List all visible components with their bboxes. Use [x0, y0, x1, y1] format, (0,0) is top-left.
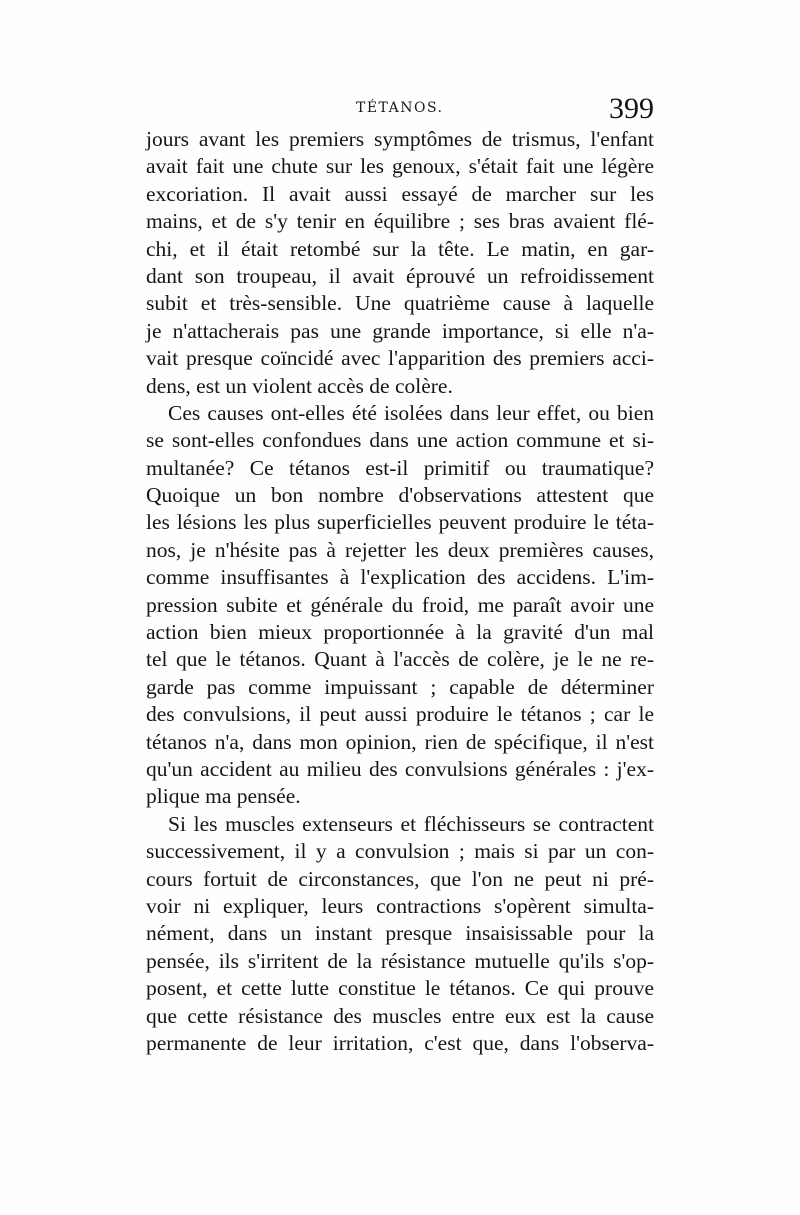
text-line: Ces causes ont-elles été isolées dans leur effet, ou bien — [168, 400, 654, 425]
text-line: multanée? Ce tétanos est-il primitif ou traumatique? — [146, 455, 654, 480]
text-line: Si les muscles extenseurs et fléchisseurs se contractent — [168, 811, 654, 836]
text-line: qu'un accident au milieu des convulsions générales : j'ex- — [146, 756, 654, 781]
body-text — [146, 126, 654, 1057]
text-line: Quoique un bon nombre d'observations attestent que — [146, 483, 654, 508]
text-line: excoriation. Il avait aussi essayé de marcher sur les — [146, 181, 654, 206]
text-line: pensée, ils s'irritent de la résistance mutuelle qu'ils s'op- — [146, 948, 654, 973]
running-head: TÉTANOS. — [356, 100, 444, 116]
text-line: action bien mieux proportionnée à la gravité d'un mal — [146, 620, 654, 645]
text-line: vait presque coïncidé avec l'apparition des premiers acci- — [146, 346, 654, 371]
text-line: avait fait une chute sur les genoux, s'était fait une légère — [146, 154, 654, 179]
text-line: garde pas comme impuissant ; capable de déterminer — [146, 674, 654, 699]
text-line: les lésions les plus superficielles peuvent produire le téta- — [146, 510, 654, 535]
text-line: plique ma pensée. — [146, 784, 301, 809]
text-line: pression subite et générale du froid, me paraît avoir une — [146, 592, 654, 617]
page-number: 399 — [609, 92, 654, 125]
text-line: se sont-elles confondues dans une action commune et si- — [146, 428, 654, 453]
text-line: tétanos n'a, dans mon opinion, rien de spécifique, il n'est — [146, 729, 654, 754]
text-line: dant son troupeau, il avait éprouvé un refroidissement — [146, 263, 654, 288]
text-line: chi, et il était retombé sur la tête. Le matin, en gar- — [146, 236, 654, 261]
text-line: tel que le tétanos. Quant à l'accès de colère, je le ne re- — [146, 647, 654, 672]
text-line: voir ni expliquer, leurs contractions s'opèrent simulta- — [146, 893, 654, 918]
text-line: que cette résistance des muscles entre eux est la cause — [146, 1003, 654, 1028]
text-line: successivement, il y a convulsion ; mais si par un con- — [146, 839, 654, 864]
text-line: cours fortuit de circonstances, que l'on ne peut ni pré- — [146, 866, 654, 891]
text-line: je n'attacherais pas une grande importance, si elle n'a- — [146, 318, 654, 343]
text-line: dens, est un violent accès de colère. — [146, 373, 453, 398]
text-line: posent, et cette lutte constitue le tétanos. Ce qui prouve — [146, 976, 654, 1001]
text-line: jours avant les premiers symptômes de trismus, l'enfant — [146, 127, 654, 151]
text-line: nément, dans un instant presque insaisissable pour la — [146, 921, 654, 946]
text-line: mains, et de s'y tenir en équilibre ; ses bras avaient flé- — [146, 209, 654, 234]
text-line: subit et très-sensible. Une quatrième cause à laquelle — [146, 291, 654, 316]
text-line: des convulsions, il peut aussi produire le tétanos ; car le — [146, 702, 654, 727]
text-line: nos, je n'hésite pas à rejetter les deux premières causes, — [146, 537, 654, 562]
text-line: comme insuffisantes à l'explication des accidens. L'im- — [146, 565, 654, 590]
text-line: permanente de leur irritation, c'est que, dans l'observa- — [146, 1030, 654, 1055]
